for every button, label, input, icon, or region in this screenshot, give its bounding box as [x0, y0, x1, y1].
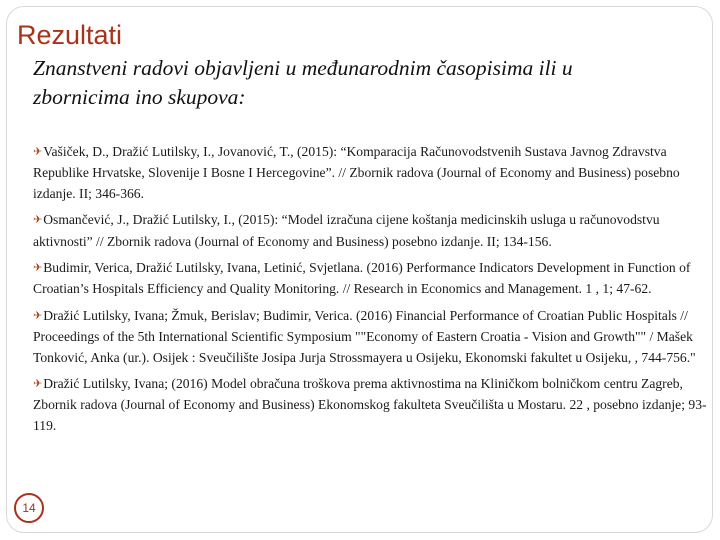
- reference-item: [33, 210, 717, 252]
- reference-item: [33, 306, 717, 368]
- reference-item: [33, 374, 717, 436]
- page-number-badge: [14, 493, 44, 523]
- bullet-icon: ✈: [33, 262, 43, 275]
- page-number: 14: [22, 501, 36, 515]
- bullet-icon: ✈: [33, 214, 43, 227]
- reference-text: Vašiček, D., Dražić Lutilsky, I., Jovanović, T., (2015): “Komparacija Računovodstvenih Sustava Javnog Zdravstva Republike Hrvatske, Slovenije I Bosne I Hercegovine”. // Zbornik radova (Journal of Economy and Business) posebno izdanje. II; 346-366.: [33, 144, 680, 201]
- reference-text: Budimir, Verica, Dražić Lutilsky, Ivana, Letinić, Svjetlana. (2016) Performance Indicators Development in Function of Croatian’s Hospitals Efficiency and Quality Monitoring. // Research in Economics and Management. 1 , 1; 47-62.: [33, 260, 691, 297]
- slide-title: Rezultati: [17, 20, 123, 50]
- reference-text: Osmančević, J., Dražić Lutilsky, I., (2015): “Model izračuna cijene koštanja medicinskih usluga u računovodstvu aktivnosti” // Zbornik radova (Journal of Economy and Business) posebno izdanje. II; 134-156.: [33, 212, 660, 249]
- bullet-icon: ✈: [33, 146, 43, 158]
- slide-subtitle: Znanstveni radovi objavljeni u međunarodnim časopisima ili u zbornicima ino skupova:: [33, 56, 573, 109]
- bullet-icon: ✈: [33, 309, 43, 322]
- reference-list: [33, 142, 717, 442]
- reference-item: [33, 142, 717, 204]
- bullet-icon: ✈: [33, 378, 43, 391]
- reference-text: Dražić Lutilsky, Ivana; Žmuk, Berislav; Budimir, Verica. (2016) Financial Performance of Croatian Public Hospitals // Proceedings of the 5th International Scientific Symposium ""Economy of Eastern Croatia - Vision and Growth"" / Mašek Tonković, Anka (ur.). Osijek : Sveučilište Josipa Jurja Strossmayera u Osijeku, Ekonomski fakultet u Osijeku, , 744-756.": [33, 307, 696, 365]
- reference-item: [33, 258, 717, 300]
- reference-text: Dražić Lutilsky, Ivana; (2016) Model obračuna troškova prema aktivnostima na Kliničkom bolničkom centru Zagreb, Zbornik radova (Journal of Economy and Business) Ekonomskog fakulteta Sveučilišta u Mostaru. 22 , posebno izdanje; 93-119.: [33, 376, 707, 433]
